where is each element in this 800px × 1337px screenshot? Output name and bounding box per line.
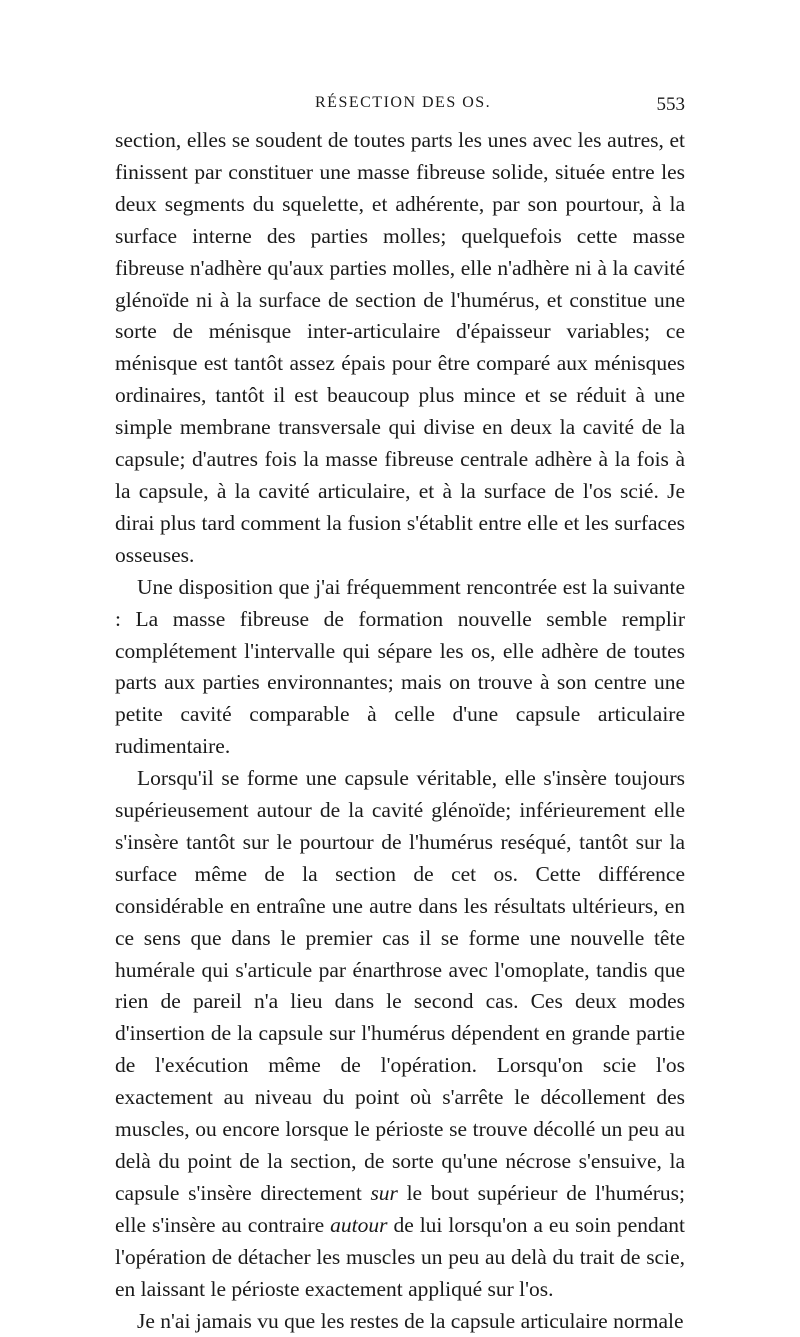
paragraph-3-part-3: de lui lorsqu'on a eu soin pendant l'opération de détacher les muscles un peu au delà du trait de scie, en laissant le périoste exactement appliqué sur l'os.	[115, 1212, 686, 1301]
body-text	[115, 125, 685, 1337]
paragraph-3-part-1: Lorsqu'il se forme une capsule véritable, elle s'insère toujours supérieusement autour de la cavité glénoïde; inférieurement elle s'insère tantôt sur le pourtour de l'humérus reséqué, tantôt sur la surface même de la section de cet os. Cette différence considérable en entraîne une autre dans les résultats ultérieurs, en ce sens que dans le premier cas il se forme une nouvelle tête humérale qui s'articule par énarthrose avec l'omoplate, tandis que rien de pareil n'a lieu dans le second cas. Ces deux modes d'insertion de la capsule sur l'humérus dépendent en grande partie de l'exécution même de l'opération. Lorsqu'on scie l'os exactement au niveau du point où s'arrête le décollement des muscles, ou encore lorsque le périoste se trouve décollé un peu au delà du point de la section, de sorte qu'une nécrose s'ensuive, la capsule s'insère directement	[115, 766, 685, 1205]
emphasis-sur: sur	[370, 1180, 398, 1205]
paragraph-3	[115, 763, 685, 1305]
paragraph-1: section, elles se soudent de toutes parts les unes avec les autres, et finissent par constituer une masse fibreuse solide, située entre les deux segments du squelette, et adhérente, par son pourtour, à la surface interne des parties molles; quelquefois cette masse fibreuse n'adhère qu'aux parties molles, elle n'adhère ni à la cavité glénoïde ni à la surface de section de l'humérus, et constitue une sorte de ménisque inter-articulaire d'épaisseur variables; ce ménisque est tantôt assez épais pour être comparé aux ménisques ordinaires, tantôt il est beaucoup plus mince et se réduit à une simple membrane transversale qui divise en deux la cavité de la capsule; d'autres fois la masse fibreuse centrale adhère à la fois à la capsule, à la cavité articulaire, et à la surface de l'os scié. Je dirai plus tard comment la fusion s'établit entre elle et les surfaces osseuses.	[115, 128, 685, 567]
page-header	[115, 94, 685, 120]
running-head: RÉSECTION DES OS.	[315, 94, 492, 111]
page-number: 553	[656, 94, 685, 115]
paragraph-3-part-2: le bout supérieur de l'humérus; elle s'insère au contraire	[115, 1180, 685, 1237]
paragraph-2: Une disposition que j'ai fréquemment rencontrée est la suivante : La masse fibreuse de formation nouvelle semble remplir complétement l'intervalle qui sépare les os, elle adhère de toutes parts aux parties environnantes; mais on trouve à son centre une petite cavité comparable à celle d'une capsule articulaire rudimentaire.	[115, 574, 685, 759]
emphasis-autour: autour	[330, 1212, 388, 1237]
paragraph-4: Je n'ai jamais vu que les restes de la capsule articulaire normale	[137, 1308, 684, 1333]
